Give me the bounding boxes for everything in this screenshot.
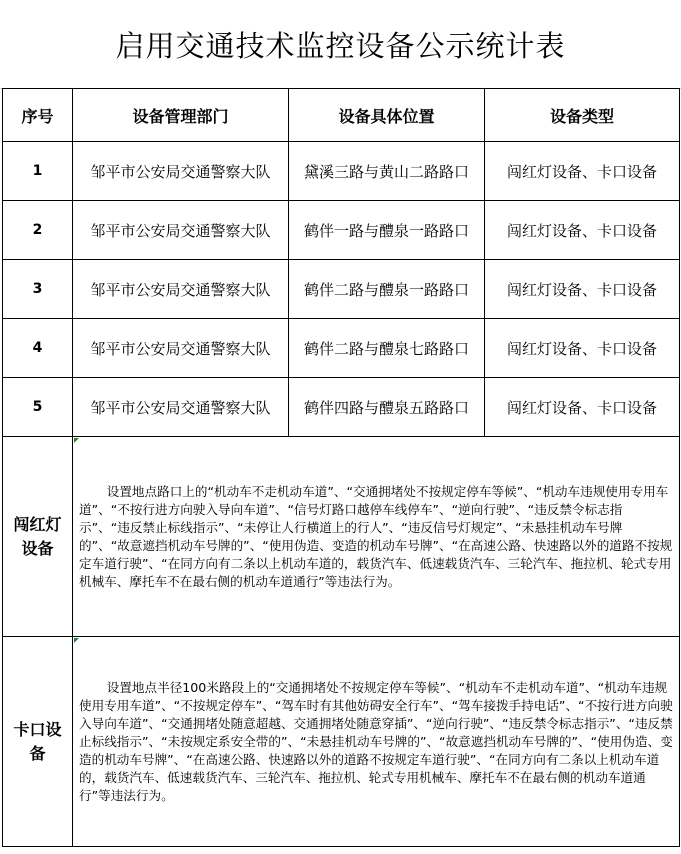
row-type: 闯红灯设备、卡口设备	[485, 319, 680, 378]
description-row-checkpoint	[3, 637, 680, 847]
row-dept: 邹平市公安局交通警察大队	[73, 260, 289, 319]
row-seq: 2	[3, 201, 73, 260]
description-row-red-light	[3, 437, 680, 637]
table-header-row	[3, 89, 680, 142]
description-cell	[73, 437, 680, 637]
description-label	[3, 437, 73, 637]
table-row	[3, 201, 680, 260]
description-text: 设置地点半径100米路段上的“交通拥堵处不按规定停车等候”、“机动车不走机动车道”、“机动车违规使用专用车道”、“不按规定停车”、“驾车时有其他妨碍安全行车”、“驾车接拨手持电话”、“不按行进方向驶入导向车道”、“交通拥堵处随意超越、交通拥堵处随意穿插”、“逆向行驶”、“违反禁令标志指示”、“违反禁止标线指示”、“未按规定系安全带的”、“未悬挂机动车号牌的”、“故意遮挡机动车号牌的”、“使用伪造、变造的机动车号牌”、“在高速公路、快速路以外的道路不按规定车道行驶”、“在同方向有二条以上机动车道的，载货汽车、低速载货汽车、三轮汽车、拖拉机、轮式专用机械车、摩托车不在最右侧的机动车道通行”等违法行为。	[79, 679, 673, 803]
header-dept: 设备管理部门	[73, 89, 289, 142]
header-type: 设备类型	[485, 89, 680, 142]
row-type: 闯红灯设备、卡口设备	[485, 201, 680, 260]
row-dept: 邹平市公安局交通警察大队	[73, 201, 289, 260]
device-table	[2, 88, 680, 847]
row-seq: 3	[3, 260, 73, 319]
description-text: 设置地点路口上的“机动车不走机动车道”、“交通拥堵处不按规定停车等候”、“机动车违规使用专用车道”、“不按行进方向驶入导向车道”、“信号灯路口越停车线停车”、“逆向行驶”、“违反禁令标志指示”、“违反禁止标线指示”、“未停让人行横道上的行人”、“违反信号灯规定”、“未悬挂机动车号牌的”、“故意遮挡机动车号牌的”、“使用伪造、变造的机动车号牌”、“在高速公路、快速路以外的道路不按规定车道行驶”、“在同方向有二条以上机动车道的，载货汽车、低速载货汽车、三轮汽车、拖拉机、轮式专用机械车、摩托车不在最右侧的机动车道通行”等违法行为。	[79, 483, 673, 589]
comment-marker-icon	[74, 438, 79, 443]
description-cell	[73, 637, 680, 847]
row-location: 鹤伴一路与醴泉一路路口	[289, 201, 485, 260]
table-row	[3, 319, 680, 378]
table-row	[3, 142, 680, 201]
row-seq: 4	[3, 319, 73, 378]
comment-marker-icon	[74, 638, 79, 643]
label-line: 备	[29, 743, 46, 763]
description-label	[3, 637, 73, 847]
row-dept: 邹平市公安局交通警察大队	[73, 319, 289, 378]
table-row	[3, 260, 680, 319]
row-type: 闯红灯设备、卡口设备	[485, 142, 680, 201]
row-type: 闯红灯设备、卡口设备	[485, 378, 680, 437]
header-location: 设备具体位置	[289, 89, 485, 142]
header-seq: 序号	[3, 89, 73, 142]
label-line: 卡口设	[13, 719, 62, 739]
row-dept: 邹平市公安局交通警察大队	[73, 142, 289, 201]
page-title: 启用交通技术监控设备公示统计表	[0, 0, 681, 89]
row-location: 黛溪三路与黄山二路路口	[289, 142, 485, 201]
row-type: 闯红灯设备、卡口设备	[485, 260, 680, 319]
row-location: 鹤伴四路与醴泉五路路口	[289, 378, 485, 437]
table-row	[3, 378, 680, 437]
label-line: 设备	[21, 538, 54, 558]
label-line: 闯红灯	[13, 514, 62, 534]
row-location: 鹤伴二路与醴泉七路路口	[289, 319, 485, 378]
row-seq: 5	[3, 378, 73, 437]
row-dept: 邹平市公安局交通警察大队	[73, 378, 289, 437]
row-seq: 1	[3, 142, 73, 201]
row-location: 鹤伴二路与醴泉一路路口	[289, 260, 485, 319]
